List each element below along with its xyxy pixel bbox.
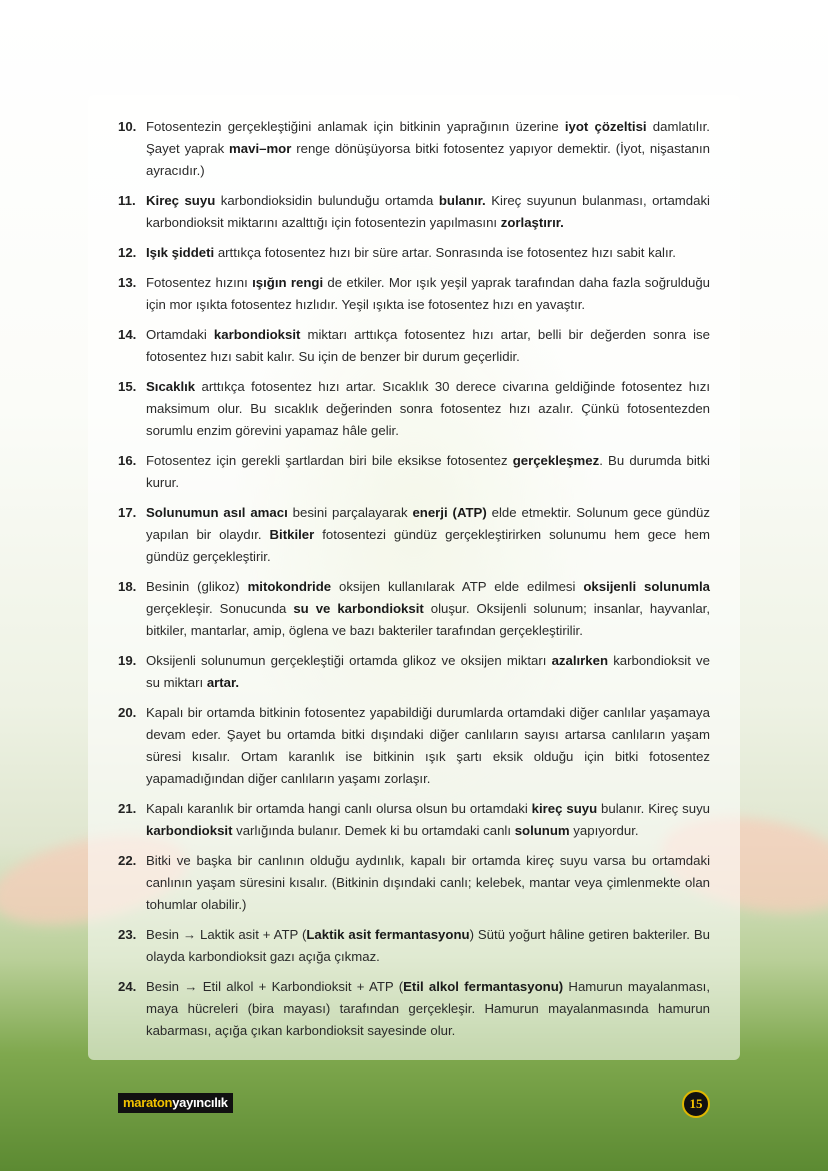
- page-number: 15: [682, 1090, 710, 1118]
- text-segment: gerçekleşir. Sonucunda: [146, 601, 294, 616]
- list-item: [118, 576, 710, 642]
- list-item: [118, 702, 710, 790]
- list-item: [118, 976, 710, 1042]
- list-item: [118, 324, 710, 368]
- item-number: 18.: [118, 579, 137, 594]
- item-number: 13.: [118, 275, 137, 290]
- item-text: [146, 242, 710, 264]
- bold-term: Bitkiler: [269, 527, 315, 542]
- bold-term: karbondioksit: [146, 823, 233, 838]
- text-segment: miktarı arttıkça fotosentez hızı artar, belli bir değerden sonra ise fotosentez hızı sabit kalır. Su için de benzer bir durum geçerlidir.: [146, 327, 710, 364]
- bold-term: artar.: [206, 675, 240, 690]
- text-segment: Fotosentezin gerçekleştiğini anlamak için bitkinin yaprağının üzerine: [146, 119, 565, 134]
- bold-term: zorlaştırır.: [500, 215, 564, 230]
- text-segment: Oksijenli solunumun gerçekleştiği ortamda glikoz ve oksijen miktarı: [146, 653, 552, 668]
- text-segment: oluşur. Oksijenli solunum; insanlar, hayvanlar, bitkiler, mantarlar, amip, öglena ve bazı bakteriler tarafından gerçekleştirilir.: [146, 601, 710, 638]
- item-text: [146, 650, 710, 694]
- bold-term: azalırken: [551, 653, 609, 668]
- list-item: [118, 850, 710, 916]
- item-number: 12.: [118, 245, 137, 260]
- logo-text-maraton: maraton: [123, 1095, 173, 1110]
- bold-term: Laktik asit fermantasyonu: [306, 927, 470, 942]
- bold-term: Işık şiddeti: [146, 245, 215, 260]
- item-number: 20.: [118, 705, 137, 720]
- item-text: [146, 976, 710, 1042]
- text-segment: . Bu durumda bitki kurur.: [146, 453, 710, 490]
- text-segment: karbondioksidin bulunduğu ortamda: [215, 193, 439, 208]
- list-item: [118, 502, 710, 568]
- text-segment: Fotosentez için gerekli şartlardan biri bile eksikse fotosentez: [146, 453, 513, 468]
- text-segment: renge dönüşüyorsa bitki fotosentez yapıyor demektir. (İyot, nişastanın ayracıdır.): [146, 141, 711, 178]
- text-segment: Kireç suyunun bulanması, ortamdaki karbondioksit miktarını azalttığı için fotosentezin yapılmasını: [146, 193, 710, 230]
- text-segment: ) Sütü yoğurt hâline getiren bakteriler. Bu olayda karbondioksit gazı açığa çıkmaz.: [146, 927, 710, 964]
- item-number: 16.: [118, 453, 137, 468]
- text-segment: fotosentezi gündüz gerçekleştirirken solunumu hem gece hem gündüz gerçekleştirir.: [146, 527, 710, 564]
- item-text: [146, 850, 710, 916]
- list-item: [118, 116, 710, 182]
- item-text: [146, 450, 710, 494]
- bold-term: gerçekleşmez: [512, 453, 600, 468]
- list-item: [118, 924, 710, 968]
- text-segment: Besin → Laktik asit + ATP (: [146, 927, 307, 942]
- bold-term: mitokondride: [247, 579, 332, 594]
- bold-term: Etil alkol fermantasyonu): [403, 979, 564, 994]
- item-text: [146, 702, 710, 790]
- list-item: [118, 272, 710, 316]
- bold-term: kireç suyu: [531, 801, 598, 816]
- item-text: [146, 324, 710, 368]
- item-number: 17.: [118, 505, 137, 520]
- item-number: 23.: [118, 927, 137, 942]
- text-segment: elde etmektir. Solunum gece gündüz yapılan bir olaydır.: [146, 505, 710, 542]
- list-item: [118, 242, 710, 264]
- text-segment: besini parçalayarak: [287, 505, 413, 520]
- bold-term: ışığın rengi: [252, 275, 324, 290]
- bold-term: mavi–mor: [229, 141, 292, 156]
- text-segment: Bitki ve başka bir canlının olduğu aydınlık, kapalı bir ortamda kireç suyu varsa bu ortamdaki canlının yaşam süresini kısalır. (Bitkinin dışındaki canlı; kelebek, mantar veya çimlenmekte olan tohumlar olabilir.): [146, 853, 710, 912]
- item-text: [146, 502, 710, 568]
- text-segment: Kapalı karanlık bir ortamda hangi canlı olursa olsun bu ortamdaki: [146, 801, 532, 816]
- list-item: [118, 376, 710, 442]
- bold-term: Kireç suyu: [146, 193, 216, 208]
- bold-term: bulanır.: [438, 193, 486, 208]
- item-text: [146, 924, 710, 968]
- bold-term: iyot çözeltisi: [564, 119, 647, 134]
- item-number: 15.: [118, 379, 137, 394]
- text-segment: de etkiler. Mor ışık yeşil yaprak tarafından daha fazla soğrulduğu için mor ışıkta fotosentez hızlıdır. Yeşil ışıkta ise fotosentez hızı en yavaştır.: [146, 275, 711, 312]
- item-text: [146, 190, 710, 234]
- text-segment: karbondioksit ve su miktarı: [146, 653, 710, 690]
- notes-list: [118, 116, 710, 1050]
- item-number: 10.: [118, 119, 137, 134]
- bold-term: su ve karbondioksit: [293, 601, 424, 616]
- text-segment: arttıkça fotosentez hızı bir süre artar. Sonrasında ise fotosentez hızı sabit kalır.: [214, 245, 676, 260]
- bold-term: Sıcaklık: [146, 379, 196, 394]
- list-item: [118, 190, 710, 234]
- bold-term: solunum: [514, 823, 570, 838]
- list-item: [118, 450, 710, 494]
- bold-term: karbondioksit: [213, 327, 301, 342]
- text-segment: varlığında bulanır. Demek ki bu ortamdaki canlı: [232, 823, 515, 838]
- text-segment: oksijen kullanılarak ATP elde edilmesi: [331, 579, 584, 594]
- text-segment: Besinin (glikoz): [146, 579, 248, 594]
- item-number: 21.: [118, 801, 137, 816]
- item-text: [146, 116, 710, 182]
- list-item: [118, 798, 710, 842]
- item-text: [146, 798, 710, 842]
- text-segment: Fotosentez hızını: [146, 275, 253, 290]
- text-segment: bulanır. Kireç suyu: [597, 801, 710, 816]
- bold-term: Solunumun asıl amacı: [146, 505, 288, 520]
- item-number: 11.: [118, 193, 136, 208]
- item-text: [146, 576, 710, 642]
- item-number: 14.: [118, 327, 137, 342]
- text-segment: Kapalı bir ortamda bitkinin fotosentez yapabildiği durumlarda ortamdaki diğer canlılar yaşamaya devam eder. Şayet bu ortamda bitki dışındaki diğer canlıların sayısı artarsa canlıların yaşam süresi kısalır. Ortam karanlık ise bitkinin ışık şartı eksik olduğu için bitki fotosentez yapamadığından diğer canlıların yaşamı zorlaşır.: [146, 705, 710, 786]
- text-segment: Ortamdaki: [146, 327, 214, 342]
- bold-term: enerji (ATP): [412, 505, 487, 520]
- item-text: [146, 376, 710, 442]
- logo-text-yayincilik: yayıncılık: [172, 1095, 228, 1110]
- item-number: 24.: [118, 979, 137, 994]
- bold-term: oksijenli solunumla: [583, 579, 710, 594]
- text-segment: Besin → Etil alkol + Karbondioksit + ATP (: [146, 979, 404, 994]
- text-segment: yapıyordur.: [569, 823, 639, 838]
- text-segment: arttıkça fotosentez hızı artar. Sıcaklık 30 derece civarına geldiğinde fotosentez hızı maksimum olur. Bu sıcaklık değerinden sonra fotosentez hızı azalır. Çünkü fotosentezden sorumlu enzim görevini yapamaz hâle gelir.: [146, 379, 710, 438]
- publisher-logo: [118, 1093, 233, 1113]
- item-number: 19.: [118, 653, 137, 668]
- text-segment: damlatılır. Şayet yaprak: [146, 119, 710, 156]
- item-number: 22.: [118, 853, 137, 868]
- list-item: [118, 650, 710, 694]
- item-text: [146, 272, 710, 316]
- text-segment: Hamurun mayalanması, maya hücreleri (bira mayası) tarafından gerçekleşir. Hamurun mayalanmasında hamurun kabarması, açığa çıkan karbondioksit sayesinde olur.: [146, 979, 711, 1038]
